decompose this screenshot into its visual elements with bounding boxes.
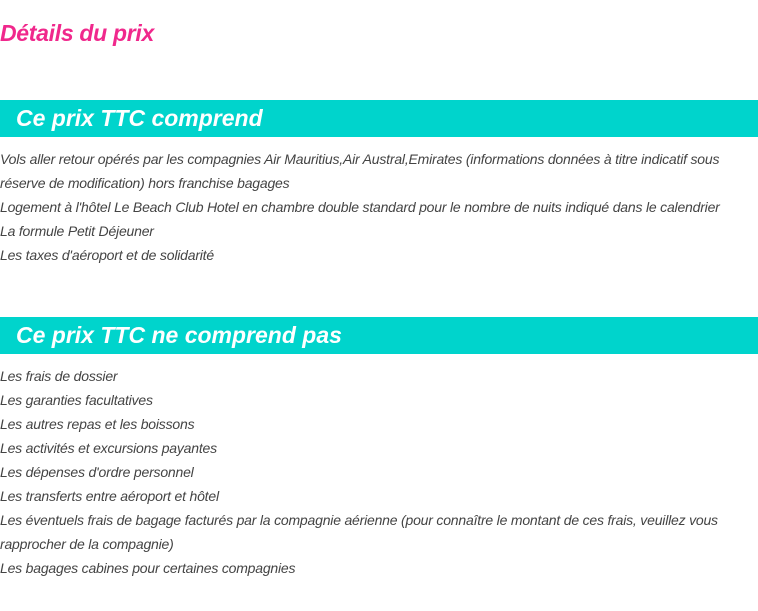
excluded-section — [0, 317, 758, 580]
excluded-item-activities: Les activités et excursions payantes — [0, 440, 217, 456]
included-section — [0, 100, 758, 267]
excluded-item-file-fees: Les frais de dossier — [0, 368, 118, 384]
excluded-item-guarantees: Les garanties facultatives — [0, 392, 153, 408]
included-item-taxes: Les taxes d'aéroport et de solidarité — [0, 247, 214, 263]
excluded-heading: Ce prix TTC ne comprend pas — [0, 317, 758, 354]
included-item-hotel: Logement à l'hôtel Le Beach Club Hotel en chambre double standard pour le nombre de nuits indiqué dans le calendrier — [0, 199, 720, 215]
excluded-list — [0, 354, 758, 580]
included-list — [0, 137, 758, 267]
excluded-item-baggage-fees: Les éventuels frais de bagage facturés par la compagnie aérienne (pour connaître le montant de ces frais, veuillez vous rapprocher de la compagnie) — [0, 512, 718, 552]
included-item-flights: Vols aller retour opérés par les compagnies Air Mauritius,Air Austral,Emirates (informations données à titre indicatif sous réserve de modification) hors franchise bagages — [0, 151, 720, 191]
included-item-breakfast: La formule Petit Déjeuner — [0, 223, 154, 239]
included-heading: Ce prix TTC comprend — [0, 100, 758, 137]
excluded-item-transfers: Les transferts entre aéroport et hôtel — [0, 488, 219, 504]
page-title: Détails du prix — [0, 20, 154, 46]
excluded-item-meals: Les autres repas et les boissons — [0, 416, 195, 432]
excluded-item-personal: Les dépenses d'ordre personnel — [0, 464, 194, 480]
excluded-item-cabin-baggage: Les bagages cabines pour certaines compagnies — [0, 560, 296, 576]
